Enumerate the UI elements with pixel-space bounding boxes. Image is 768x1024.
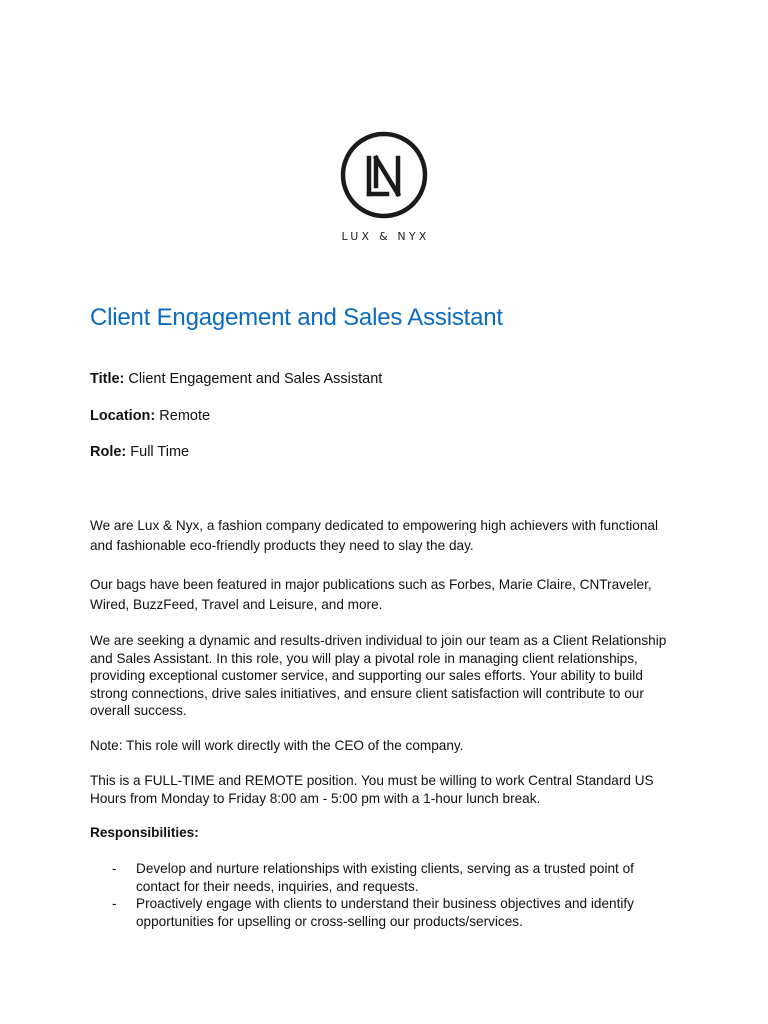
lux-nyx-monogram-logo-icon bbox=[339, 130, 429, 220]
meta-title-value: Client Engagement and Sales Assistant bbox=[128, 371, 383, 387]
meta-title-line bbox=[90, 371, 382, 387]
schedule-paragraph: This is a FULL-TIME and REMOTE position. You must be willing to work Central Standard US Hours from Monday to Friday 8:00 am - 5:00 pm with a 1-hour lunch break. bbox=[90, 773, 654, 806]
list-item bbox=[112, 860, 672, 895]
list-item-text: Proactively engage with clients to understand their business objectives and identify opportunities for upselling or cross-selling our products/services. bbox=[136, 896, 634, 929]
meta-role-label: Role: bbox=[90, 444, 127, 460]
meta-location-line bbox=[90, 408, 210, 424]
meta-location-label: Location: bbox=[90, 408, 156, 424]
list-item-text: Develop and nurture relationships with existing clients, serving as a trusted point of contact for their needs, inquiries, and requests. bbox=[136, 861, 634, 894]
note-paragraph: Note: This role will work directly with the CEO of the company. bbox=[90, 738, 464, 753]
meta-title-label: Title: bbox=[90, 371, 125, 387]
responsibilities-list bbox=[112, 860, 672, 930]
seeking-paragraph: We are seeking a dynamic and results-driven individual to join our team as a Client Relationship and Sales Assistant. In this role, you will play a pivotal role in managing client relationships, providing exceptional customer service, and supporting our sales efforts. Your ability to build strong connections, drive sales initiatives, and ensure client satisfaction will contribute to our overall success. bbox=[90, 633, 667, 718]
intro-paragraph: We are Lux & Nyx, a fashion company dedicated to empowering high achievers with functional and fashionable eco-friendly products they need to slay the day. bbox=[90, 518, 658, 553]
featured-paragraph: Our bags have been featured in major publications such as Forbes, Marie Claire, CNTraveler, Wired, BuzzFeed, Travel and Leisure, and more. bbox=[90, 577, 652, 612]
company-logo bbox=[330, 130, 438, 243]
meta-role-value: Full Time bbox=[130, 444, 190, 460]
page-title: Client Engagement and Sales Assistant bbox=[90, 304, 503, 331]
responsibilities-heading: Responsibilities: bbox=[90, 825, 199, 840]
list-bullet: - bbox=[112, 861, 117, 876]
list-bullet: - bbox=[112, 896, 117, 911]
brand-name: LUX & NYX bbox=[341, 230, 430, 243]
meta-location-value: Remote bbox=[159, 408, 211, 424]
list-item bbox=[112, 895, 672, 930]
meta-role-line bbox=[90, 444, 189, 460]
